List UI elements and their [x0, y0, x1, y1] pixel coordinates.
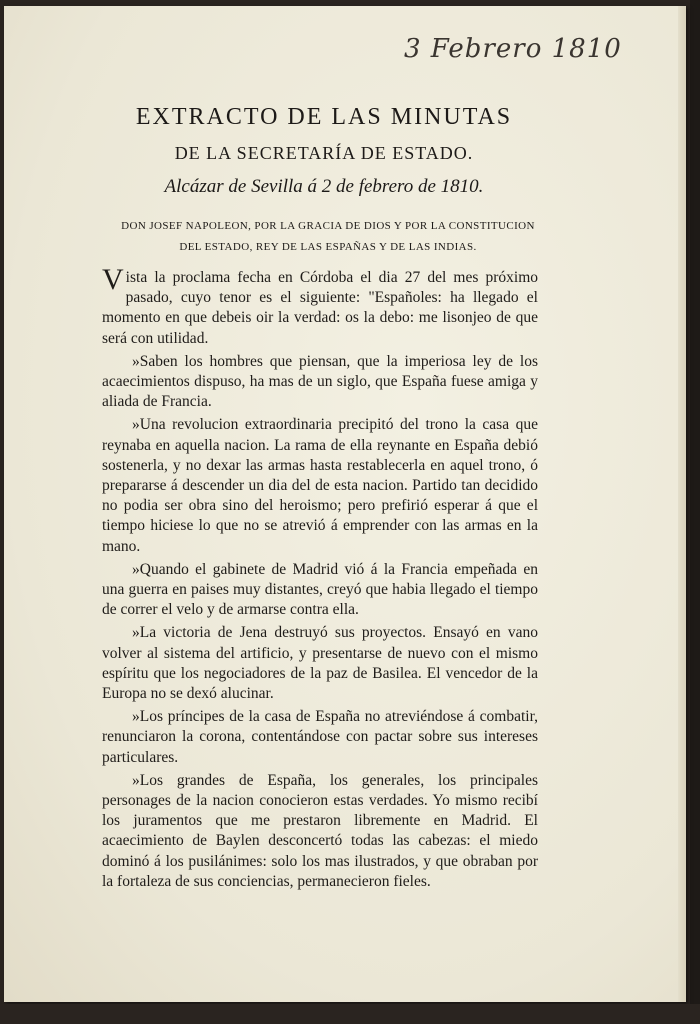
proclamation-body — [102, 263, 538, 895]
paragraph: »La victoria de Jena destruyó sus proyectos. Ensayó en vano volver al sistema del artificio, y presentarse de nuevo con el mismo espíritu que los negociadores de la paz de Basilea. El vencedor de la Europa no se dexó alucinar. — [102, 624, 538, 703]
scan-border — [690, 0, 700, 1024]
page-edge — [678, 6, 686, 1002]
scan-border-bottom — [0, 1004, 700, 1024]
royal-decree-heading: DON JOSEF NAPOLEON, POR LA GRACIA DE DIOS Y POR LA CONSTITUCION DEL ESTADO, REY DE LAS ESPAÑAS Y DE LAS INDIAS. — [121, 220, 535, 253]
paragraph: »Los grandes de España, los generales, los principales personages de la nacion conocieron estas verdades. Yo mismo recibí los juramentos que me prestaron libremente en Madrid. El acaecimiento de Baylen desconcertó todas las cabezas: el miedo dominó á los pusilánimes: solo los mas ilustrados, y que obraban por la fortaleza de sus conciencias, permanecieron fieles. — [102, 771, 538, 890]
document-page — [4, 6, 686, 1002]
document-title: EXTRACTO DE LAS MINUTAS — [135, 104, 513, 130]
paragraph: »Los príncipes de la casa de España no atreviéndose á combatir, renunciaron la corona, contentándose con pactar sobre sus intereses particulares. — [102, 708, 538, 766]
drop-cap: V — [102, 263, 124, 296]
document-subtitle: DE LA SECRETARÍA DE ESTADO. — [174, 143, 474, 163]
place-date-line: Alcázar de Sevilla á 2 de febrero de 1810. — [164, 176, 484, 197]
paragraph: »Saben los hombres que piensan, que la imperiosa ley de los acaecimientos dispuso, ha mas de un siglo, que España fuese amiga y aliada de Francia. — [102, 352, 538, 411]
paragraph: »Una revolucion extraordinaria precipitó del trono la casa que reynaba en aquella nacion. La rama de ella reynante en España debió sostenerla, y no dexar las armas hasta restablecerla en aquel trono, ó prepararse á descender un dia del de esta nacion. Partido tan decidido no podia ser obra sino del heroismo; pero prefirió esperar á que el tiempo hiciese lo que no se atrevió á emprender con las armas en la mano. — [102, 416, 538, 555]
paragraph: »Quando el gabinete de Madrid vió á la Francia empeñada en una guerra en paises muy distantes, creyó que habia llegado el tiempo de correr el velo y de armarse contra ella. — [102, 560, 538, 619]
paragraph: Vista la proclama fecha en Córdoba el dia 27 del mes próximo pasado, cuyo tenor es el siguiente: "Españoles: ha llegado el momento en que debeis oir la verdad: os la debo: me lisonjeo de que será con utilidad. — [102, 263, 538, 347]
handwritten-date-note: 3 Febrero 1810 — [404, 34, 622, 64]
